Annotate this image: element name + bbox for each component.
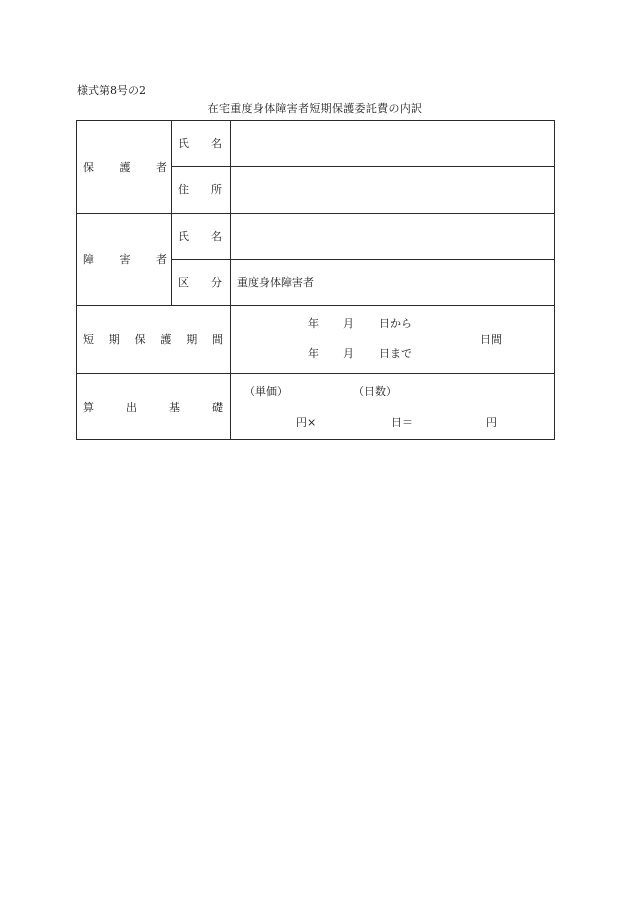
period-from-month: 月 xyxy=(343,317,354,330)
days-equals: 日＝ xyxy=(391,416,413,429)
table-rule xyxy=(77,373,554,374)
label-char: 礎 xyxy=(212,401,223,414)
protection-period-label xyxy=(83,333,223,347)
disabled-person-category-label xyxy=(178,276,222,290)
days-label: （日数） xyxy=(353,385,397,398)
form-number: 様式第8号の2 xyxy=(77,84,146,97)
guardian-name-label xyxy=(178,137,222,151)
form-title: 在宅重度身体障害者短期保護委託費の内訳 xyxy=(207,102,423,115)
yen-times: 円× xyxy=(296,416,317,429)
table-rule xyxy=(171,166,554,167)
label-char: 出 xyxy=(126,401,137,414)
yen-total: 円 xyxy=(486,416,497,429)
label-char: 区 xyxy=(178,276,189,289)
label-char: 氏 xyxy=(178,230,189,243)
guardian-address-label xyxy=(178,183,222,197)
label-char: 保 xyxy=(83,161,94,174)
table-rule xyxy=(77,213,554,214)
label-char: 保 xyxy=(134,333,146,346)
table-rule xyxy=(230,121,231,439)
label-char: 名 xyxy=(211,137,222,150)
disabled-person-name-field[interactable] xyxy=(233,217,551,257)
label-char: 所 xyxy=(211,183,222,196)
label-char: 害 xyxy=(119,253,131,266)
label-char: 期 xyxy=(186,333,198,346)
period-until-month: 月 xyxy=(343,347,354,360)
label-char: 名 xyxy=(211,230,222,243)
label-char: 障 xyxy=(83,253,94,266)
label-char: 護 xyxy=(119,161,131,174)
guardian-name-field[interactable] xyxy=(233,124,551,164)
disabled-person-name-label xyxy=(178,230,222,244)
unit-price-label: （単価） xyxy=(244,385,288,398)
form-table xyxy=(76,120,555,440)
label-char: 基 xyxy=(169,401,180,414)
table-rule xyxy=(171,259,554,260)
label-char: 氏 xyxy=(178,137,189,150)
period-days-total: 日間 xyxy=(480,333,502,346)
disabled-person-category-value: 重度身体障害者 xyxy=(237,276,314,289)
label-char: 者 xyxy=(156,161,167,174)
period-from-year: 年 xyxy=(308,317,319,330)
guardian-section-label xyxy=(83,161,167,175)
label-char: 間 xyxy=(211,333,223,346)
label-char: 算 xyxy=(83,401,94,414)
label-char: 住 xyxy=(178,183,189,196)
disabled-person-section-label xyxy=(83,253,167,267)
calculation-basis-label xyxy=(83,401,223,415)
table-rule xyxy=(171,121,172,305)
period-until-year: 年 xyxy=(308,347,319,360)
period-from-day: 日から xyxy=(379,317,412,330)
label-char: 短 xyxy=(83,333,94,346)
table-rule xyxy=(77,305,554,306)
label-char: 護 xyxy=(160,333,172,346)
label-char: 分 xyxy=(211,276,222,289)
label-char: 期 xyxy=(108,333,120,346)
guardian-address-field[interactable] xyxy=(233,170,551,210)
period-until-day: 日まで xyxy=(379,347,412,360)
label-char: 者 xyxy=(156,253,167,266)
